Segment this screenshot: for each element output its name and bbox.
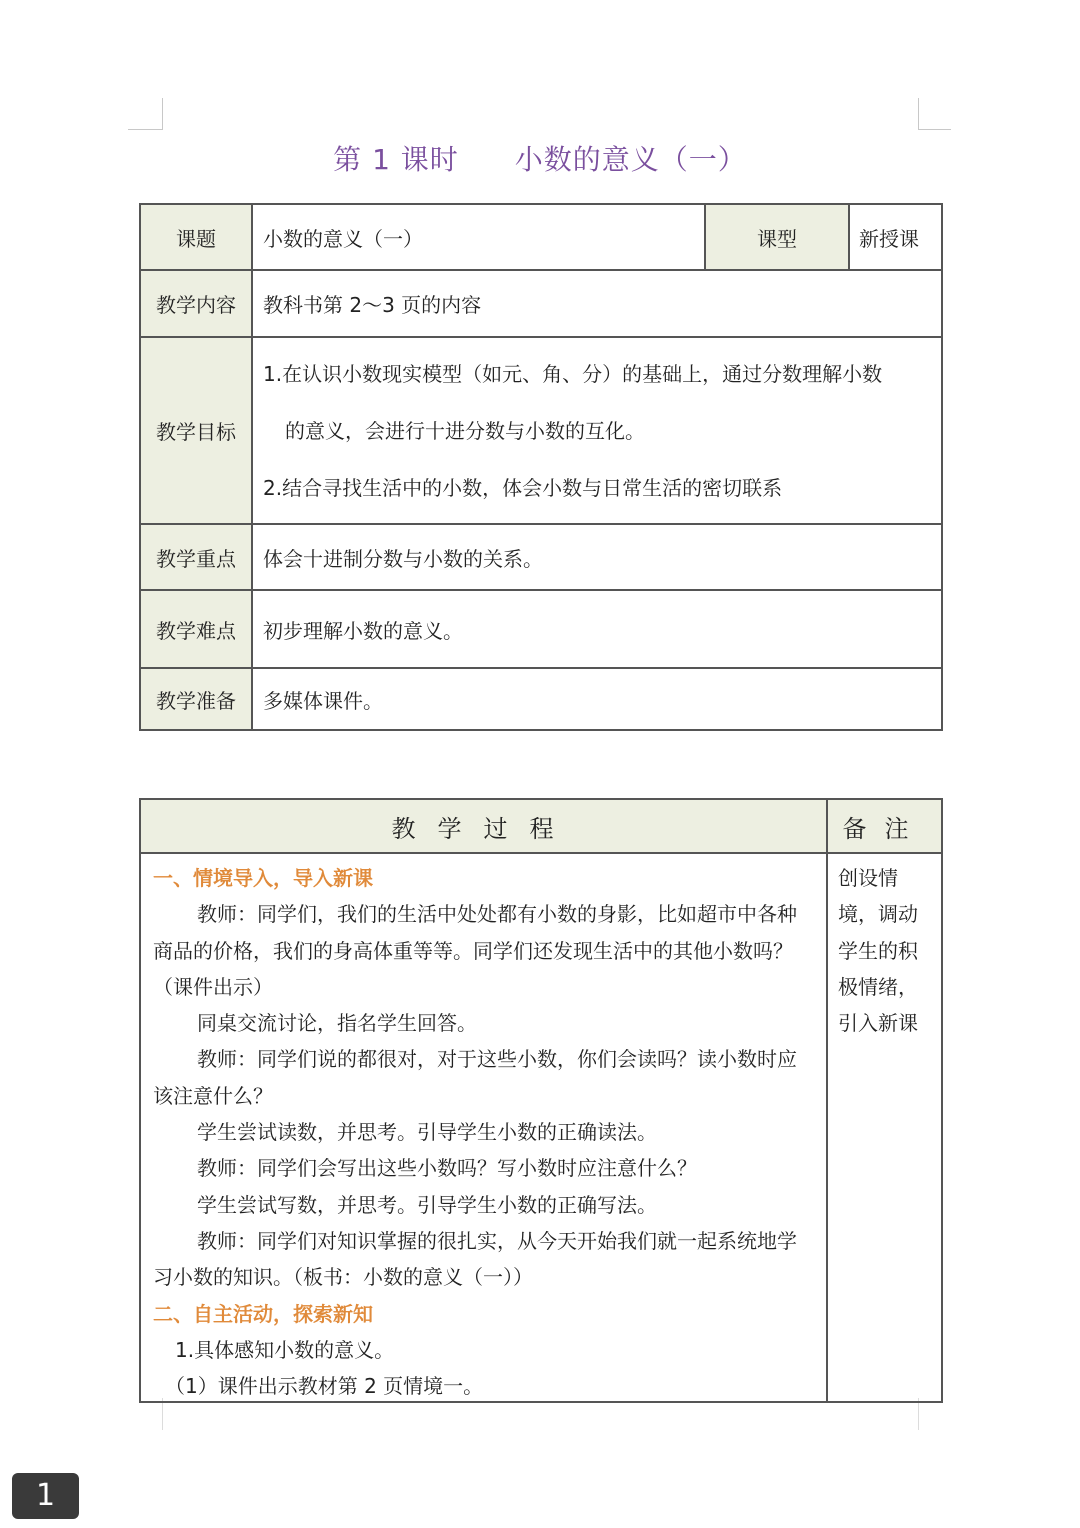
paragraph-1: 教师：同学们，我们的生活中处处都有小数的身影，比如超市中各种商品的价格，我们的身高体重等等。同学们还发现生活中的其他小数吗？（课件出示） bbox=[153, 902, 797, 999]
process-header-row bbox=[140, 799, 942, 853]
teaching-process-table bbox=[139, 798, 943, 1403]
lesson-name: 小数的意义（一） bbox=[514, 143, 747, 176]
key-value: 体会十进制分数与小数的关系。 bbox=[252, 524, 942, 590]
section-2-title: 二、自主活动，探索新知 bbox=[153, 1301, 373, 1326]
process-content bbox=[141, 854, 826, 1401]
notes-content: 创设情境，调动学生的积极情绪，引入新课 bbox=[838, 866, 918, 1036]
paragraph-3: 教师：同学们说的都很对，对于这些小数，你们会读吗？读小数时应该注意什么？ bbox=[153, 1047, 797, 1108]
topic-row bbox=[140, 204, 942, 270]
step-1-1: （1）课件出示教材第 2 页情境一。 bbox=[165, 1374, 484, 1399]
process-header: 教学过程 bbox=[140, 799, 827, 853]
paragraph-7: 教师：同学们对知识掌握的很扎实，从今天开始我们就一起系统地学习小数的知识。（板书：小数的意义（一）） bbox=[153, 1228, 797, 1290]
paragraph-5: 教师：同学们会写出这些小数吗？写小数时应注意什么？ bbox=[197, 1156, 697, 1181]
difficulty-row bbox=[140, 590, 942, 668]
paragraph-4: 学生尝试读数，并思考。引导学生小数的正确读法。 bbox=[197, 1120, 657, 1145]
prep-label: 教学准备 bbox=[140, 668, 252, 730]
type-label: 课型 bbox=[705, 204, 849, 270]
notes-cell bbox=[827, 853, 942, 1402]
process-body-row bbox=[140, 853, 942, 1402]
lesson-info-table bbox=[139, 203, 943, 731]
prep-row bbox=[140, 668, 942, 730]
topic-label: 课题 bbox=[140, 204, 252, 270]
difficulty-value: 初步理解小数的意义。 bbox=[252, 590, 942, 668]
paragraph-2: 同桌交流讨论，指名学生回答。 bbox=[197, 1011, 477, 1036]
type-value: 新授课 bbox=[849, 204, 942, 270]
prep-value: 多媒体课件。 bbox=[252, 668, 942, 730]
goals-value bbox=[252, 337, 942, 524]
lesson-number: 第 1 课时 bbox=[333, 143, 459, 176]
goals-label: 教学目标 bbox=[140, 337, 252, 524]
paragraph-6: 学生尝试写数，并思考。引导学生小数的正确写法。 bbox=[197, 1192, 657, 1217]
crop-mark-top-right bbox=[918, 98, 951, 130]
section-1-title: 一、情境导入，导入新课 bbox=[153, 866, 373, 890]
difficulty-label: 教学难点 bbox=[140, 590, 252, 668]
key-row bbox=[140, 524, 942, 590]
process-cell bbox=[140, 853, 827, 1402]
key-label: 教学重点 bbox=[140, 524, 252, 590]
crop-mark-top-left bbox=[128, 98, 163, 130]
goals-row bbox=[140, 337, 942, 524]
content-label: 教学内容 bbox=[140, 270, 252, 337]
page-number-badge: 1 bbox=[12, 1473, 79, 1519]
goal-line-1: 1.在认识小数现实模型（如元、角、分）的基础上，通过分数理解小数 bbox=[263, 362, 883, 386]
goal-line-2: 的意义，会进行十进分数与小数的互化。 bbox=[285, 419, 645, 443]
goal-line-3: 2.结合寻找生活中的小数，体会小数与日常生活的密切联系 bbox=[263, 476, 783, 500]
content-row bbox=[140, 270, 942, 337]
notes-header: 备注 bbox=[827, 799, 942, 853]
topic-value: 小数的意义（一） bbox=[252, 204, 705, 270]
lesson-title bbox=[0, 138, 1080, 178]
content-value: 教科书第 2～3 页的内容 bbox=[252, 270, 942, 337]
step-1: 1.具体感知小数的意义。 bbox=[175, 1337, 395, 1362]
